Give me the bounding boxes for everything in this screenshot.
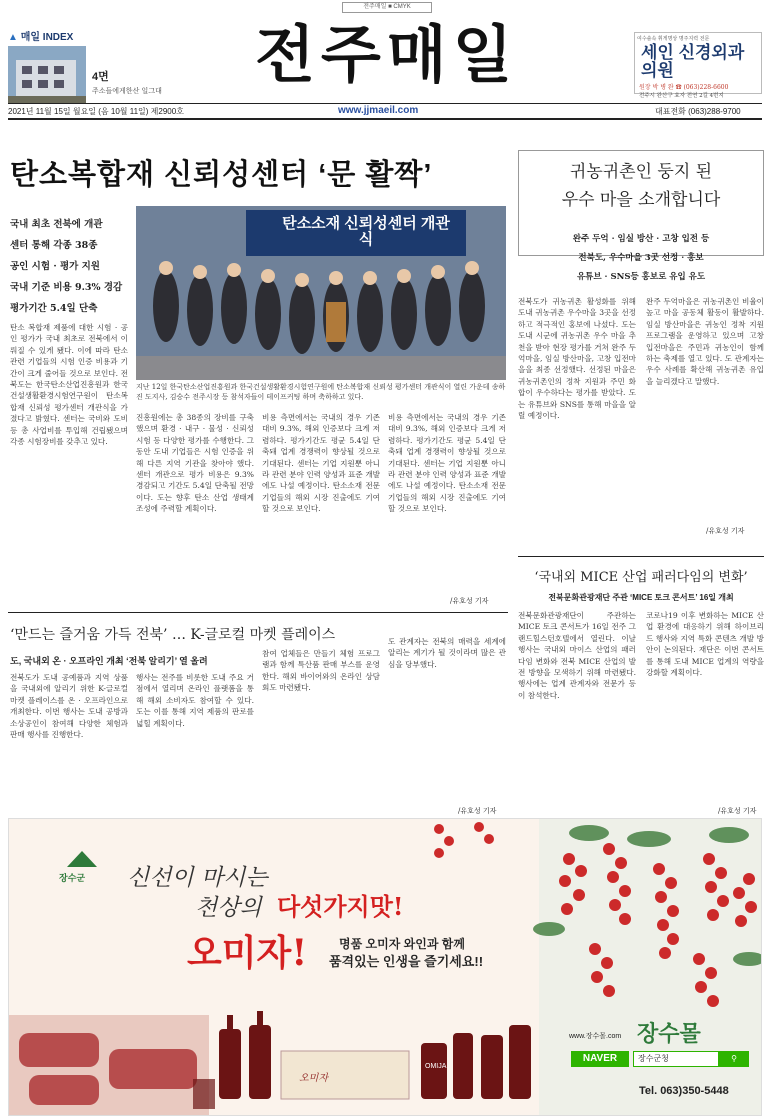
clinic-ad-brand: 세인 신경외과 의원 — [641, 43, 745, 80]
omija-ad[interactable] — [8, 818, 762, 1116]
ad-product: 오미자! — [187, 932, 308, 974]
print-register-mark: 전주매일 ■ CMYK — [342, 2, 432, 13]
mice-subhead: 전북문화관광재단 주관 ‘MICE 토크 콘서트’ 16일 개최 — [548, 593, 734, 602]
subhead: 센터 통해 각종 38종 — [10, 240, 98, 251]
village-headline — [518, 158, 764, 214]
main-body-col1: 탄소 복합재 제품에 대한 시험 · 공인 평가가 국내 최초로 전북에서 이뤄질 수 있게 됐다. 이에 따라 탄소 관련 기업들의 시험 인증 비용과 기간이 크게 줄어들 것으로 보인다. 전북도는 한국탄소산업진흥원과 한국건설생활환경시험연구원이 탄소복합재 신뢰성 평가센터 개관식을 가졌다고 밝혔다. 센터는 국비와 도비 등 총 사업비를 투입해 건립됐으며 각종 시험장비를 갖추고 있다. — [10, 323, 128, 447]
search-box[interactable]: 장수군청 — [633, 1051, 719, 1067]
market-headline: ‘만드는 즐거움 가득 전북’ … K-글로컬 마켓 플레이스 — [10, 627, 336, 643]
photo-caption: 지난 12일 한국탄소산업진흥원과 한국건설생활환경시험연구원에 탄소복합재 신뢰성 평가센터 개관식이 열린 가운데 송하진 도지사, 김승수 전주시장 등 참석자들이 테이프커팅 하며 축하하고 있다. — [136, 383, 506, 401]
subhead: 국내 최초 전북에 개관 — [10, 219, 103, 230]
ad-copy-2: 품격있는 인생을 즐기세요!! — [329, 954, 484, 969]
village-body-col1: 전북도가 귀농귀촌 활성화를 위해 도내 귀농귀촌 우수마을 3곳을 선정하고 적극적인 홍보에 나섰다. 도는 도내 시군에 귀농귀촌 우수 마을 추천을 받아 현장 평가를 거쳐 완주 두억마을, 임실 방산마을, 고창 입전마을을 최종 선정했다. 선정된 마을은 귀농귀촌인의 정착 지원과 주민 화합이 우수하다는 평가를 받았다. 도는 유튜브와 SNS를 통해 마을을 알릴 예정이다. — [518, 297, 636, 421]
market-subhead: 도, 국내외 온 · 오프라인 개최 ‘전북 알리기’ 열 올려 — [10, 656, 208, 666]
main-byline: /유호성 기자 — [450, 597, 489, 605]
market-byline: /유호성 기자 — [458, 807, 497, 815]
village-body-col2: 완주 두억마을은 귀농귀촌인 비율이 높고 마을 공동체 활동이 활발하다. 임실 방산마을은 귀농인 정착 지원 프로그램을 운영하고 있으며 고창 입전마을은 주민과 귀농인이 함께 하는 축제를 열고 있다. 도 관계자는 우수 사례를 확산해 귀농귀촌 유입을 늘리겠다고 말했다. — [646, 297, 764, 386]
phone-line: 대표전화 (063)288-9700 — [655, 107, 741, 116]
subhead: 완주 두억 · 임실 방산 · 고창 입전 등 — [572, 234, 710, 244]
mice-byline: /유호성 기자 — [718, 807, 757, 815]
market-body-col1: 전북도가 도내 공예품과 지역 상품을 국내외에 알리기 위한 K-글로컬 마켓 플레이스를 온 · 오프라인으로 개최한다. 이번 행사는 도내 공방과 소상공인이 참여해 다양한 체험과 판매 행사를 진행한다. — [10, 673, 128, 740]
date-line: 2021년 11월 15일 월요일 (음 10월 11일) 제2900호 — [8, 107, 184, 116]
village-headline-line: 귀농귀촌인 둥지 된 — [569, 162, 713, 182]
index-text: 주소들에게한산 일그대 — [92, 87, 162, 95]
masthead-logo: 전주매일 — [255, 21, 519, 90]
main-subheads — [10, 214, 128, 319]
subhead: 전북도, 우수마을 3곳 선정 · 홍보 — [578, 253, 704, 263]
ad-slogan-2: 천상의 — [195, 895, 262, 921]
ad-label-red: 오미자 — [299, 1073, 328, 1084]
mice-body-col2: 코로나19 이후 변화하는 MICE 산업 환경에 대응하기 위해 하이브리드 행사와 지역 특화 콘텐츠 개발 방안이 논의된다. 재단은 이번 콘서트를 통해 도내 MICE 업계의 역량을 강화할 계획이다. — [646, 611, 764, 678]
mice-headline: ‘국내외 MICE 산업 패러다임의 변화’ — [534, 570, 748, 585]
ad-brand: 장수군 — [59, 873, 86, 883]
market-body-col2: 행사는 전주를 비롯한 도내 주요 거점에서 열리며 온라인 플랫폼을 통해 해외 소비자도 참여할 수 있다. 도는 이를 통해 지역 제품의 판로를 넓힐 계획이다. — [136, 673, 254, 728]
site-url[interactable]: www.jjmaeil.com — [338, 105, 419, 116]
subhead: 국내 기준 비용 9.3% 경감 — [10, 282, 123, 293]
village-headline-line: 우수 마을 소개합니다 — [561, 190, 721, 210]
village-byline: /유호성 기자 — [706, 527, 745, 535]
search-icon[interactable]: ⚲ — [719, 1051, 749, 1067]
ad-slogan-1: 신선이 마시는 — [127, 865, 268, 891]
ad-slogan-em: 다섯가지맛! — [277, 892, 404, 921]
subhead: 공인 시험 · 평가 지원 — [10, 261, 100, 272]
index-label: ▲ 매일 INDEX — [8, 32, 74, 43]
index-page: 4면 — [92, 71, 109, 83]
main-body-col3: 비용 측면에서는 국내의 경우 기존 대비 9.3%, 해외 인증보다 크게 저렴하다. 평가기간도 평균 5.4일 단축돼 업계 경쟁력이 향상될 것으로 기대된다. 센터는 기업 지원뿐 아니라 관련 분야 인력 양성과 표준 개발에도 나설 예정이다. 탄소소재 전문 기업들의 해외 시장 진출에도 기여할 것으로 보인다. — [262, 413, 380, 514]
clinic-ad-address: 전주시 완산구 효자 전연 2길 4번지 — [639, 93, 724, 99]
subhead: 유튜브 · SNS등 홍보로 유입 유도 — [576, 272, 706, 282]
subhead: 평가기간 5.4일 단축 — [10, 303, 98, 314]
clinic-ad[interactable] — [634, 32, 762, 99]
main-body-col4: 비용 측면에서는 국내의 경우 기존 대비 9.3%, 해외 인증보다 크게 저렴하다. 평가기간도 평균 5.4일 단축돼 업계 경쟁력이 향상될 것으로 기대된다. 센터는 기업 지원뿐 아니라 관련 분야 인력 양성과 표준 개발에도 나설 예정이다. 탄소소재 전문 기업들의 해외 시장 진출에도 기여할 것으로 보인다. — [388, 413, 506, 514]
ad-mall: 장수몰 — [637, 1021, 701, 1047]
market-body-col4: 도 관계자는 전북의 매력을 세계에 알리는 계기가 될 것이라며 많은 관심을 당부했다. — [388, 637, 506, 669]
ad-url[interactable]: www.장수몰.com — [569, 1033, 622, 1040]
ad-copy-1: 명품 오미자 와인과 함께 — [339, 937, 465, 951]
jangsu-county-logo-icon — [65, 849, 99, 869]
market-body-col3: 참여 업체들은 만들기 체험 프로그램과 함께 특산품 판매 부스를 운영한다. 해외 바이어와의 온라인 상담회도 마련됐다. — [262, 649, 380, 693]
photo-banner-text: 탄소소재 신뢰성센터 개관식 — [282, 215, 450, 248]
ceremony-photo — [136, 206, 506, 380]
ad-label-wine: OMIJA — [425, 1063, 447, 1070]
ad-tel: Tel. 063)350-5448 — [639, 1085, 729, 1097]
clinic-ad-tagline: 여수솔속 휘게명상 명주지력 전문 — [637, 36, 710, 42]
index-box — [8, 28, 98, 108]
main-body-col2: 진흥원에는 총 38종의 장비를 구축했으며 환경 · 내구 · 물성 · 신뢰성 시험 등 다양한 평가를 수행한다. 그동안 도내 기업들은 시험 인증을 위해 다른 지역 기관을 찾아야 했다. 센터 개관으로 평가 비용은 9.3% 경감되고 기간도 5.4일 단축될 전망이다. 도는 향후 탄소 산업 생태계 조성에 주력할 계획이다. — [136, 413, 254, 514]
naver-badge: NAVER — [571, 1051, 629, 1067]
village-subheads — [518, 230, 764, 287]
building-photo-icon — [8, 46, 86, 104]
arrow-icon: ▲ — [8, 32, 18, 43]
main-headline: 탄소복합재 신뢰성센터 ‘문 활짝’ — [10, 159, 433, 191]
mice-body-col1: 전북문화관광재단이 주관하는 MICE 토크 콘서트가 16일 전주 그랜드힐스턴호텔에서 열린다. 이날 행사는 국내외 마이스 산업의 패러다임 변화와 전북 MICE 산업의 발전 방향을 모색하기 위해 마련됐다. 행사에는 업계 관계자와 전문가 등이 참석한다. — [518, 611, 636, 700]
clinic-ad-phone: 원장 박 병 완 ☎ (063)228-6600 — [639, 84, 729, 91]
